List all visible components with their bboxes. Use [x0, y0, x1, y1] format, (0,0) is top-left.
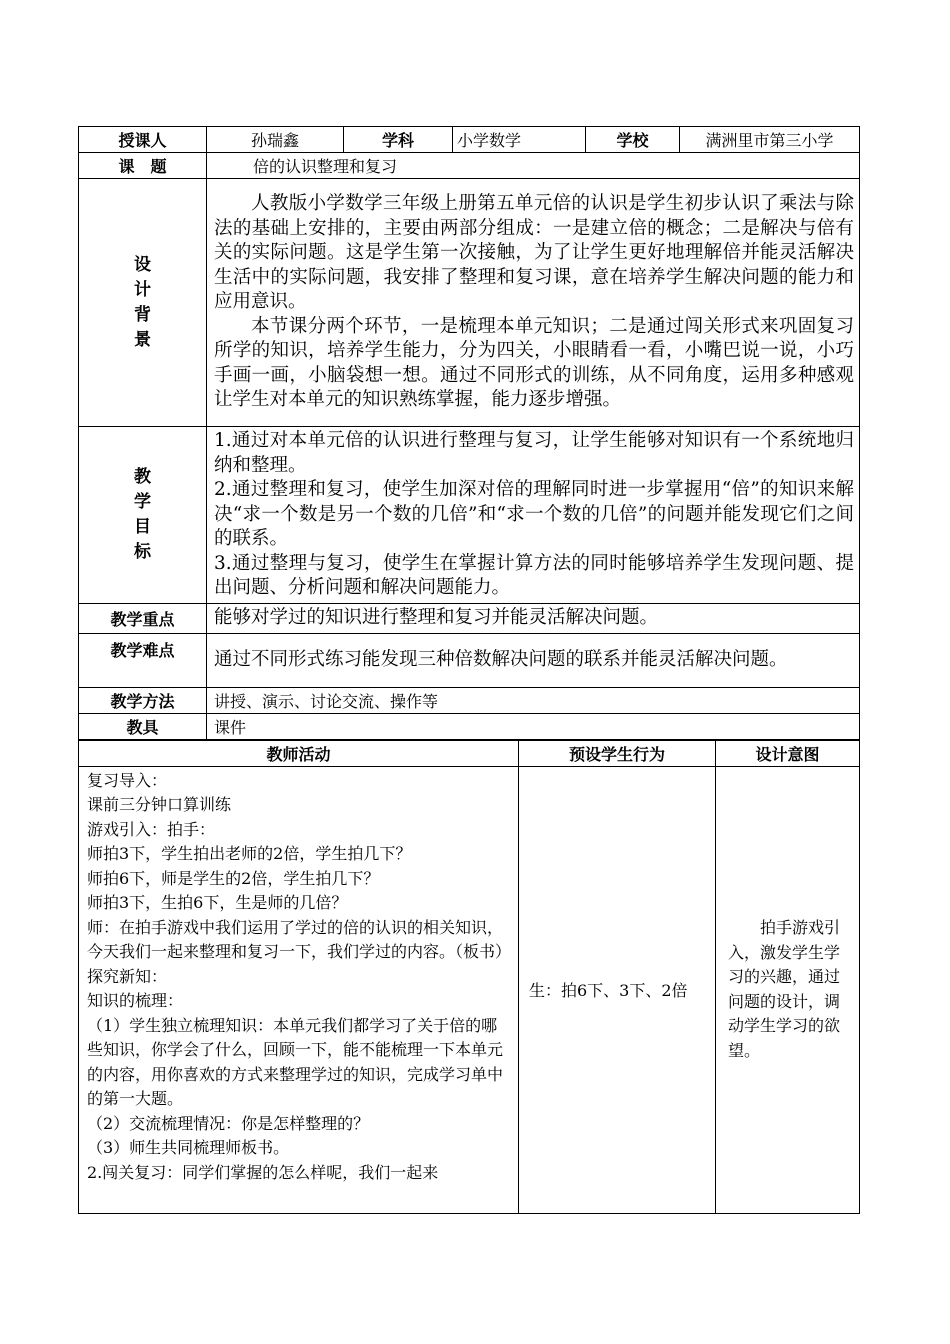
- subject-label: 学科: [344, 127, 453, 153]
- objective-item: 2.通过整理和复习，使学生加深对倍的理解同时进一步掌握用“倍”的知识来解决“求一个数是另一个数的几倍”和“求一个数的几倍”的问题并能发现它们之间的联系。: [214, 479, 854, 550]
- key-points-label: 教学重点: [79, 604, 207, 634]
- key-points-value: 能够对学过的知识进行整理和复习并能灵活解决问题。: [207, 604, 860, 634]
- activity-line: 知识的梳理：: [87, 991, 184, 1010]
- activity-line: 师：在拍手游戏中我们运用了学过的倍的认识的相关知识，今天我们一起来整理和复习一下，我们学过的内容。（板书）: [87, 917, 512, 961]
- teacher-label: 授课人: [79, 127, 207, 153]
- objective-item: 1.通过对本单元倍的认识进行整理与复习，让学生能够对知识有一个系统地归纳和整理。: [214, 430, 854, 476]
- difficulties-label: 教学难点: [79, 633, 207, 687]
- objectives-text: [207, 427, 860, 604]
- student-behavior-header: 预设学生行为: [519, 740, 716, 766]
- activity-line: 师拍3下，学生拍出老师的2倍，学生拍几下？: [87, 844, 412, 863]
- key-points-row: [79, 604, 860, 634]
- topic-value: 倍的认识整理和复习: [207, 153, 860, 179]
- objectives-label: 教 学 目 标: [79, 427, 207, 604]
- topic-label: 课 题: [79, 153, 207, 179]
- design-intent-text: 拍手游戏引入，激发学生学习的兴趣，通过问题的设计，调动学生学习的欲望。: [728, 918, 841, 1060]
- activity-line: 复习导入：: [87, 770, 168, 790]
- tools-label: 教具: [79, 713, 207, 739]
- methods-value: 讲授、演示、讨论交流、操作等: [207, 687, 860, 713]
- subject-value: 小学数学: [453, 127, 586, 153]
- teaching-process-table: [78, 740, 860, 1214]
- background-paragraph: 人教版小学数学三年级上册第五单元倍的认识是学生初步认识了乘法与除法的基础上安排的，主要由两部分组成：一是建立倍的概念；二是解决与倍有关的实际问题。这是学生第一次接触，为了让学生更好地理解倍并能灵活解决生活中的实际问题，我安排了整理和复习课，意在培养学生解决问题的能力和应用意识。: [214, 193, 854, 313]
- tools-row: [79, 713, 860, 739]
- process-row: [79, 766, 860, 1213]
- header-row: [79, 127, 860, 153]
- tools-value: 课件: [207, 713, 860, 739]
- topic-row: [79, 153, 860, 179]
- background-label: 设 计 背 景: [79, 179, 207, 427]
- activity-line: 课前三分钟口算训练: [87, 795, 232, 814]
- design-intent-header: 设计意图: [716, 740, 860, 766]
- difficulties-row: [79, 633, 860, 687]
- background-row: [79, 179, 860, 427]
- activity-line: 师拍3下，生拍6下，生是师的几倍？: [87, 893, 348, 912]
- activity-line: 游戏引入：拍手：: [87, 819, 216, 839]
- activity-line: 2.闯关复习：同学们掌握的怎么样呢，我们一起来: [87, 1162, 439, 1182]
- objective-item: 3.通过整理与复习，使学生在掌握计算方法的同时能够培养学生发现问题、提出问题、分析问题和解决问题能力。: [214, 552, 854, 599]
- lesson-plan: [78, 126, 859, 1214]
- teacher-activity: [79, 766, 519, 1213]
- activity-line: 师拍6下，师是学生的2倍，学生拍几下？: [87, 868, 380, 888]
- school-label: 学校: [586, 127, 680, 153]
- process-header-row: [79, 740, 860, 766]
- background-paragraph: 本节课分两个环节，一是梳理本单元知识；二是通过闯关形式来巩固复习所学的知识，培养学生能力，分为四关，小眼睛看一看，小嘴巴说一说，小巧手画一画，小脑袋想一想。通过不同形式的训练，从不同角度，运用多种感观让学生对本单元的知识熟练掌握，能力逐步增强。: [214, 315, 854, 411]
- teacher-activity-header: 教师活动: [79, 740, 519, 766]
- teacher-name: 孙瑞鑫: [207, 127, 344, 153]
- objectives-row: [79, 427, 860, 604]
- design-intent: [716, 766, 860, 1213]
- activity-line: （2）交流梳理情况：你是怎样整理的？: [87, 1113, 370, 1133]
- methods-label: 教学方法: [79, 687, 207, 713]
- activity-line: 探究新知：: [87, 966, 168, 986]
- activity-line: （3）师生共同梳理师板书。: [87, 1138, 290, 1157]
- methods-row: [79, 687, 860, 713]
- student-behavior: 生：拍6下、3下、2倍: [519, 766, 716, 1213]
- school-name: 满洲里市第三小学: [680, 127, 860, 153]
- difficulties-value: 通过不同形式练习能发现三种倍数解决问题的联系并能灵活解决问题。: [207, 633, 860, 687]
- activity-line: （1）学生独立梳理知识：本单元我们都学习了关于倍的哪些知识，你学会了什么，回顾一下，能不能梳理一下本单元的内容，用你喜欢的方式来整理学过的知识，完成学习单中的第一大题。: [87, 1015, 504, 1108]
- lesson-info-table: [78, 126, 860, 740]
- background-text: [207, 179, 860, 427]
